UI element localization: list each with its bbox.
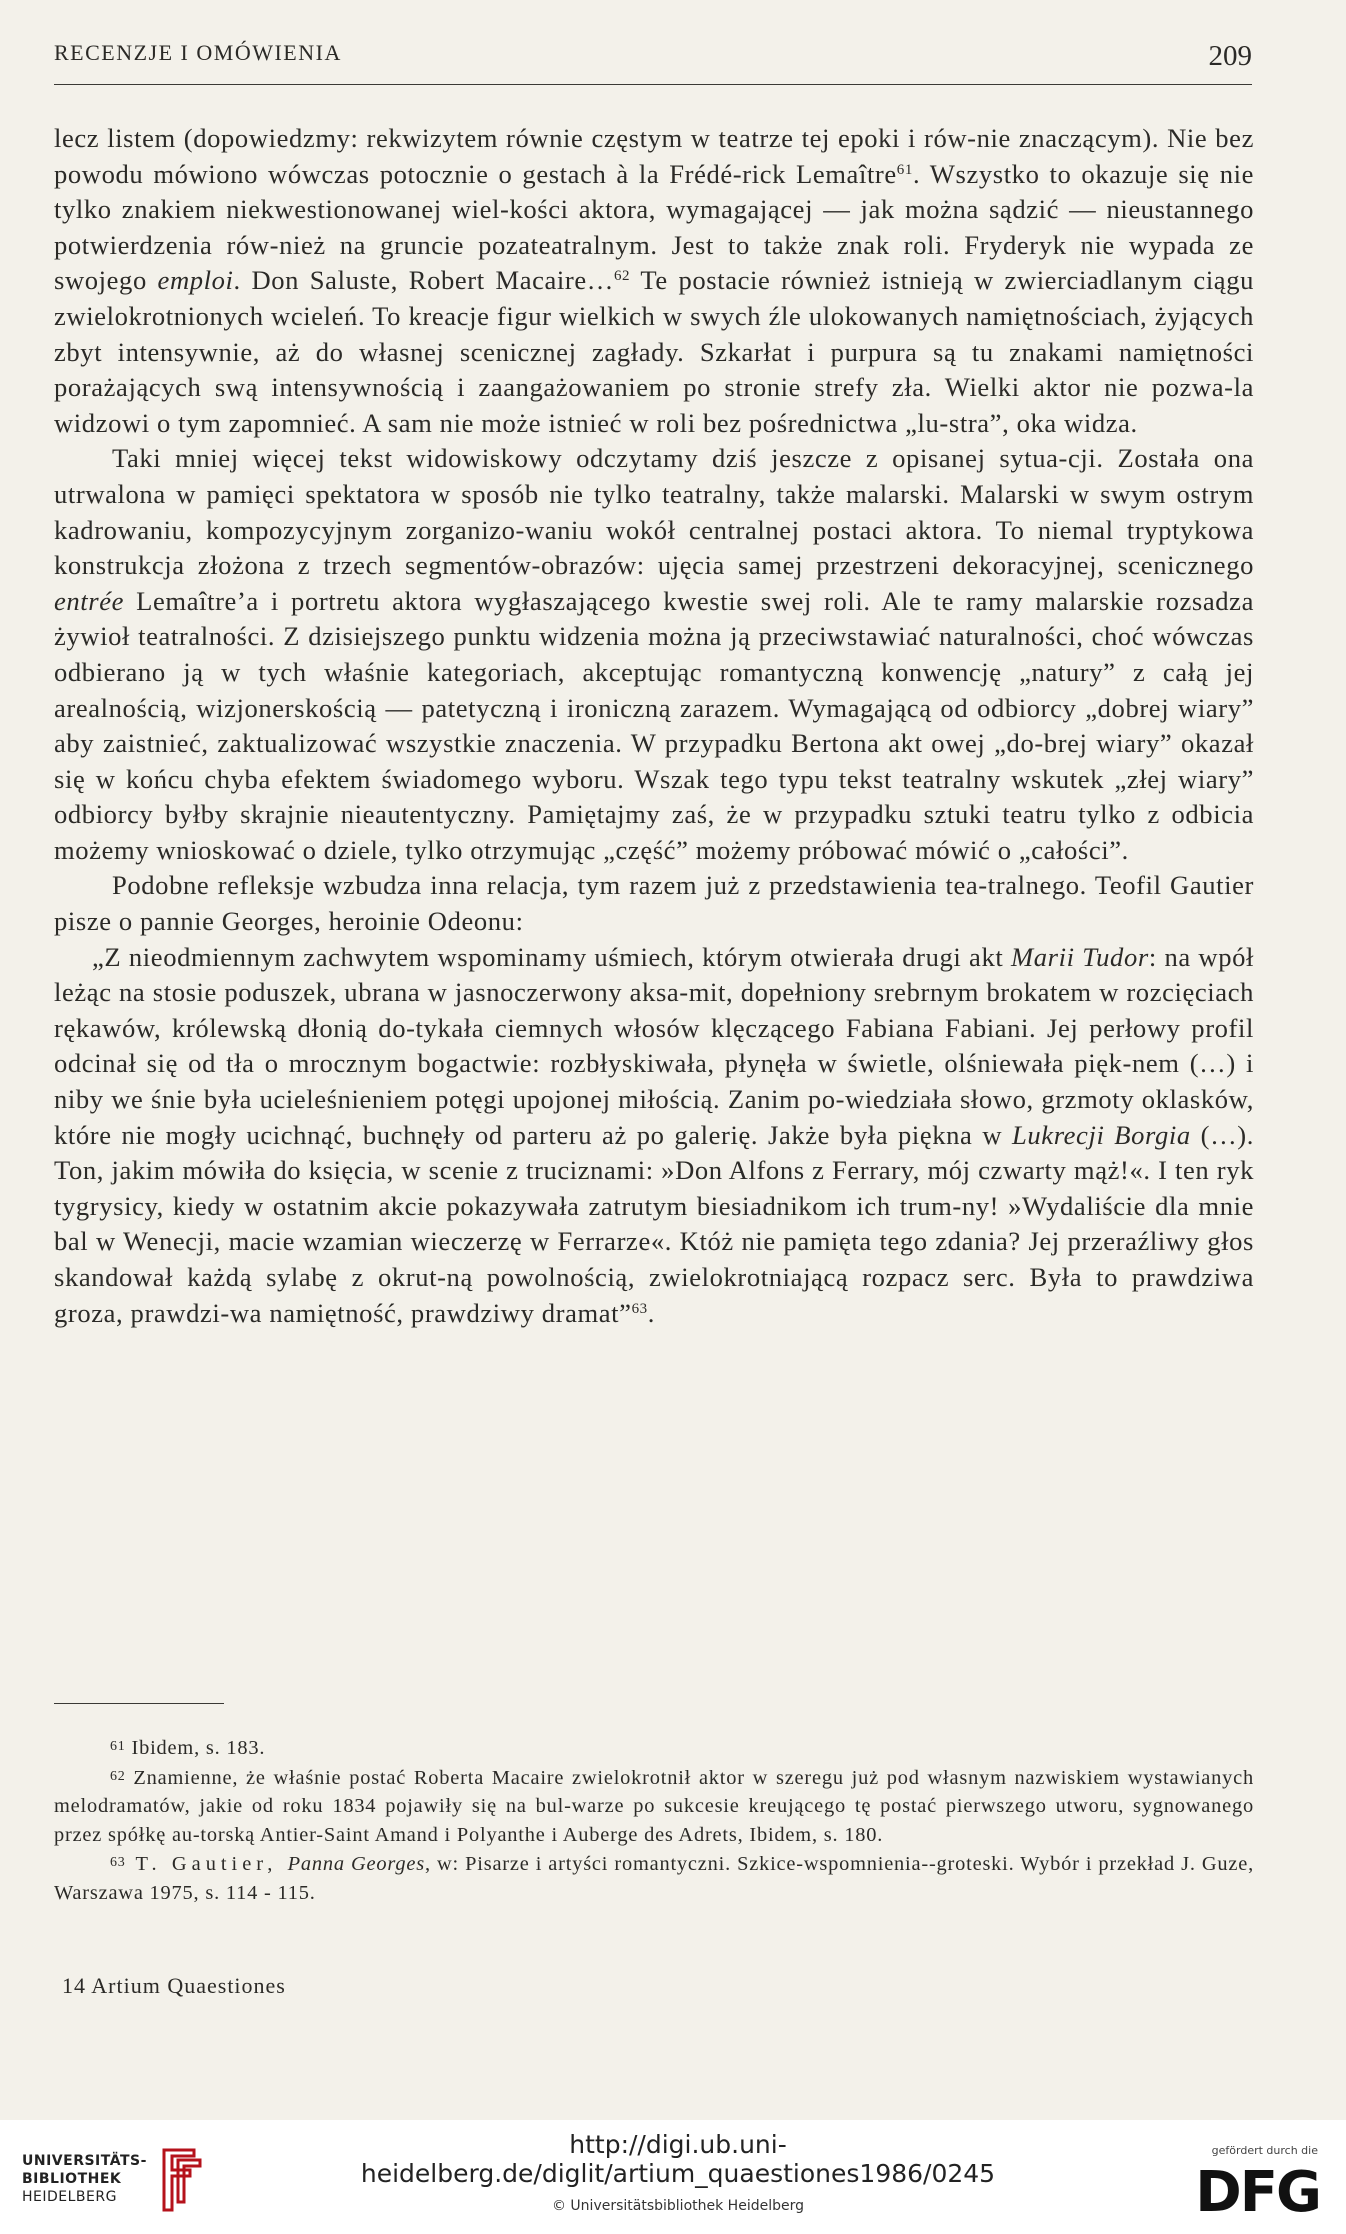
footnote-ref-61[interactable]: 61 (896, 161, 913, 178)
dfg-logo[interactable]: DFG (1195, 2160, 1320, 2225)
copyright-notice: © Universitätsbibliothek Heidelberg (551, 2198, 804, 2214)
page-number: 209 (1208, 40, 1252, 72)
permalink-url[interactable]: http://digi.ub.uni-heidelberg.de/diglit/artium_quaestiones1986/0245 (360, 2130, 996, 2188)
library-logo[interactable] (14, 2140, 214, 2220)
block-quote: „Z nieodmiennym zachwytem wspominamy uśmiech, którym otwierała drugi akt Marii Tudor: na wpół leżąc na stosie poduszek, ubrana w jasnoczerwony aksa-mit, dopełniony srebrnym brokatem w rozcięciach rękawów, królewską dłonią do-tykała ciemnych włosów klęczącego Fabiana Fabiani. Jej perłowy profil odcinał się od tła o mrocznym bogactwie: rozbłyskiwała, płynęła w świetle, olśniewała pięk-nem (…) i niby we śnie była ucieleśnieniem potęgi upojonej miłością. Zanim po-wiedziała słowo, grzmoty oklasków, które nie mogły ucichnąć, buchnęły od parteru aż po galerię. Jakże była piękna w Lukrecji Borgia (…). Ton, jakim mówiła do księcia, w scenie z truciznami: »Don Alfons z Ferrary, mój czwarty mąż!«. I ten ryk tygrysicy, kiedy w ostatnim akcie pokazywała zatrutym biesiadnikom ich trum-ny! »Wydaliście dla mnie bal w Wenecji, macie wzamian wieczerzę w Ferrarze«. Któż nie pamięta tego zdania? Jej przeraźliwy głos skandował każdą sylabę z okrut-ną powolnością, zwielokrotniającą rozpacz serc. Była to prawdziwa groza, prawdzi-wa namiętność, prawdziwy dramat”$^{63}$. (54, 941, 1255, 1328)
footnote-rule (54, 1703, 224, 1704)
library-name: UNIVERSITÄTS- BIBLIOTHEK HEIDELBERG (22, 2153, 147, 2205)
footnote-63: 63 T. Gautier, Panna Georges, w: Pisarze i artyści romantyczni. Szkice-wspomnienia--groteski. Wybór i przekład J. Guze, Warszawa 1975, s. 114 - 115. (54, 1853, 1254, 1904)
footnote-ref-62[interactable]: 62 (613, 268, 631, 285)
footnotes (54, 1733, 1254, 1907)
paragraph-2: Taki mniej więcej tekst widowiskowy odczytamy dziś jeszcze z opisanej sytua-cji. Została ona utrwalona w pamięci spektatora w sposób nie tylko teatralny, także malarski. Malarski w swym ostrym kadrowaniu, kompozycyjnym zorganizo-waniu wokół centralnej postaci aktora. To niemal tryptykowa konstrukcja złożona z trzech segmentów-obrazów: ujęcia samej przestrzeni dekoracyjnej, scenicznego entrée Lemaître’a i portretu aktora wygłaszającego kwestie swej roli. Ale te ramy malarskie rozsadza żywioł teatralności. Z dzisiejszego punktu widzenia można ją przeciwstawiać naturalności, choć wówczas odbierano ją w tych właśnie kategoriach, akceptując romantyczną konwencję „natury” z całą jej arealnością, wizjonerskością — patetyczną i ironiczną zarazem. Wymagającą od odbiorcy „dobrej wiary” aby zaistnieć, zaktualizować wszystkie znaczenia. W przypadku Bertona akt owej „do-brej wiary” okazał się w końcu chyba efektem świadomego wyboru. Wszak tego typu tekst teatralny wskutek „złej wiary” odbiorcy byłby skrajnie nieautentyczny. Pamiętajmy zaś, że w przypadku sztuki teatru tylko z odbicia możemy wnioskować o dziele, tylko otrzymując „część” możemy próbować mówić o „całości”. (54, 443, 1254, 865)
main-text (54, 121, 1254, 1331)
running-header: RECENZJE I OMÓWIENIA (54, 40, 342, 65)
funding-note: gefördert durch die (1211, 2144, 1318, 2157)
library-banner (0, 2120, 1346, 2234)
footnote-61: 61 Ibidem, s. 183. (110, 1737, 266, 1759)
library-emblem-icon (154, 2144, 204, 2216)
signature-mark: 14 Artium Quaestiones (62, 1973, 286, 1998)
footnote-ref-63[interactable]: 63 (631, 1300, 648, 1317)
paragraph-1: lecz listem (dopowiedzmy: rekwizytem równie częstym w teatrze tej epoki i rów-nie znaczącym). Nie bez powodu mówiono wówczas potocznie o gestach à la Frédé-rick Lemaître$^{61}$. Wszystko to okazuje się nie tylko znakiem niekwestionowanej wiel-kości aktora, wymagającej — jak można sądzić — nieustannego potwierdzenia rów-nież na gruncie pozateatralnym. Jest to także znak roli. Fryderyk nie wypada ze swojego emploi. Don Saluste, Robert Macaire…$^{62}$ Te postacie również istnieją w zwierciadlanym ciągu zwielokrotnionych wcieleń. To kreacje figur wielkich w swych źle ulokowanych namiętnościach, żyjących zbyt intensywnie, aż do własnej scenicznej zagłady. Szkarłat i purpura są tu znakami namiętności porażających swą intensywnością i zaangażowaniem po stronie strefy zła. Wielki aktor nie pozwa-la widzowi o tym zapomnieć. A sam nie może istnieć w roli bez pośrednictwa „lu-stra”, oka widza. (54, 123, 1254, 438)
header-rule (54, 84, 1252, 85)
footnote-62: 62 Znamienne, że właśnie postać Roberta Macaire zwielokrotnił aktor w szeregu już pod własnym nazwiskiem wystawianych melodramatów, jakie od roku 1834 pojawiły się na bul-warze po sukcesie kreującego tę postać pierwszego utworu, sygnowanego przez spółkę au-torską Antier-Saint Amand i Polyanthe i Auberge des Adrets, Ibidem, s. 180. (54, 1766, 1254, 1846)
paragraph-3: Podobne refleksje wzbudza inna relacja, tym razem już z przedstawienia tea-tralnego. Teofil Gautier pisze o pannie Georges, heroinie Odeonu: (54, 870, 1254, 937)
